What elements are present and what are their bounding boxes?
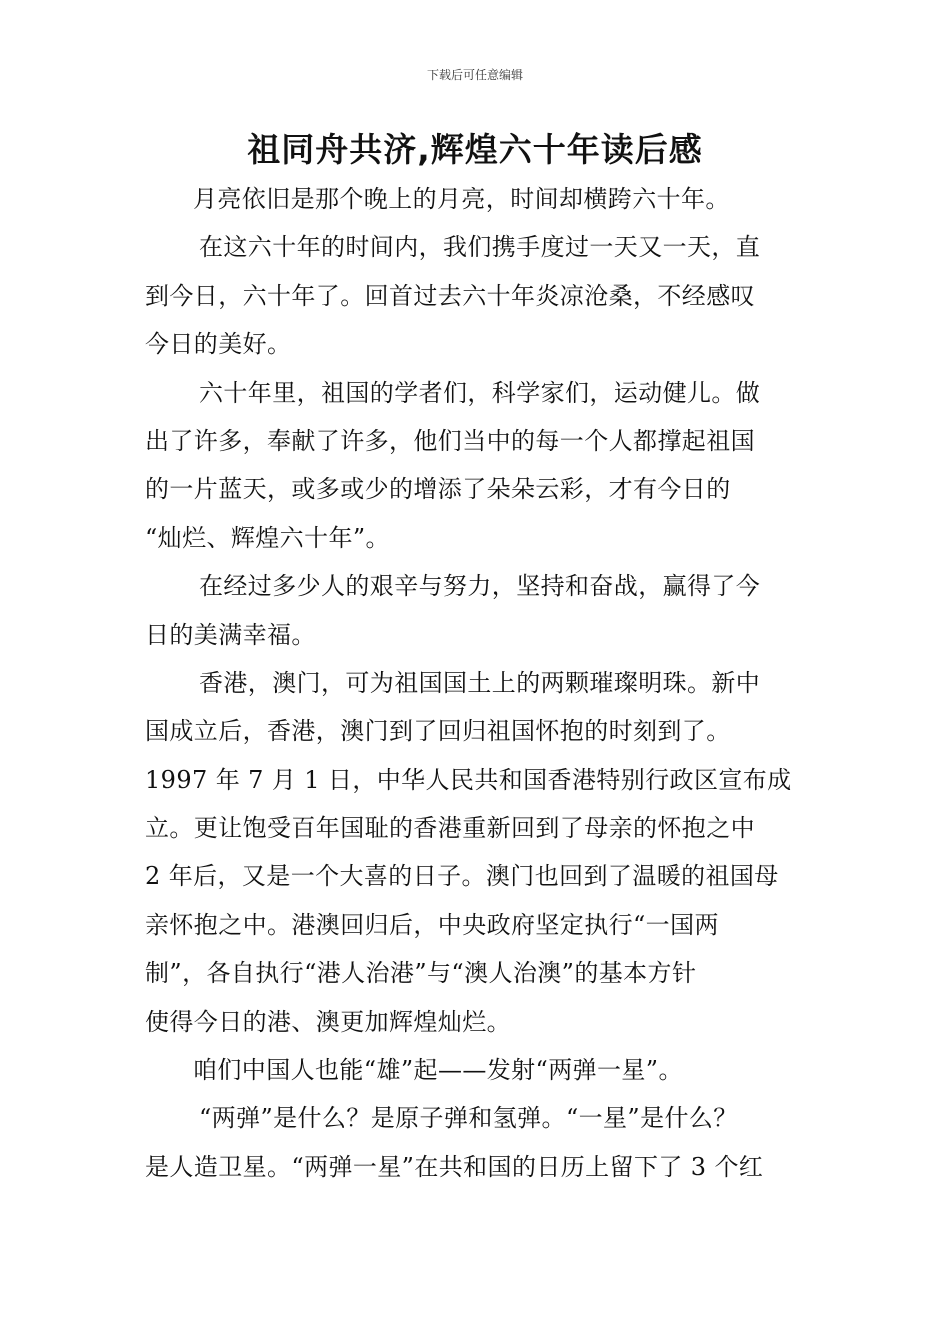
paragraph-line: 使得今日的港、澳更加辉煌灿烂。 [145, 1007, 511, 1036]
body-text [145, 175, 825, 1191]
paragraph-line: 香港，澳门，可为祖国国土上的两颗璀璨明珠。新中 [199, 668, 761, 697]
paragraph-line: 六十年里，祖国的学者们，科学家们，运动健儿。做 [199, 378, 761, 407]
paragraph-line: 的一片蓝天，或多或少的增添了朵朵云彩，才有今日的 [145, 475, 731, 504]
paragraph-line: 制”，各自执行“港人治港”与“澳人治澳”的基本方针 [145, 959, 697, 988]
paragraph-line: 日的美满幸福。 [145, 620, 316, 649]
paragraph-line: 是人造卫星。“两弹一星”在共和国的日历上留下了 3 个红 [145, 1152, 764, 1181]
paragraph-line: 国成立后，香港，澳门到了回归祖国怀抱的时刻到了。 [145, 717, 731, 746]
paragraph-line: 到今日，六十年了。回首过去六十年炎凉沧桑，不经感叹 [145, 281, 755, 310]
paragraph-line: 咱们中国人也能“雄”起——发射“两弹一星”。 [193, 1056, 683, 1085]
paragraph-line: 在经过多少人的艰辛与努力，坚持和奋战，赢得了今 [199, 572, 761, 601]
paragraph-line: 月亮依旧是那个晚上的月亮，时间却横跨六十年。 [193, 185, 730, 213]
paragraph-line: 亲怀抱之中。港澳回归后，中央政府坚定执行“一国两 [145, 910, 719, 939]
paragraph-line: “灿烂、辉煌六十年”。 [145, 523, 390, 552]
paragraph-line: 1997 年 7 月 1 日，中华人民共和国香港特别行政区宣布成 [145, 765, 792, 794]
document-title: 祖同舟共济,辉煌六十年读后感 [247, 130, 703, 169]
paragraph-line: 立。更让饱受百年国耻的香港重新回到了母亲的怀抱之中 [145, 814, 755, 843]
paragraph-line: 2 年后，又是一个大喜的日子。澳门也回到了温暖的祖国母 [145, 862, 779, 891]
paragraph-line: 在这六十年的时间内，我们携手度过一天又一天，直 [199, 233, 761, 262]
paragraph-line: 出了许多，奉献了许多，他们当中的每一个人都撑起祖国 [145, 426, 755, 455]
header-note: 下载后可任意编辑 [426, 68, 523, 82]
paragraph-line: “两弹”是什么？是原子弹和氢弹。“一星”是什么？ [199, 1104, 738, 1133]
paragraph-line: 今日的美好。 [145, 330, 292, 359]
